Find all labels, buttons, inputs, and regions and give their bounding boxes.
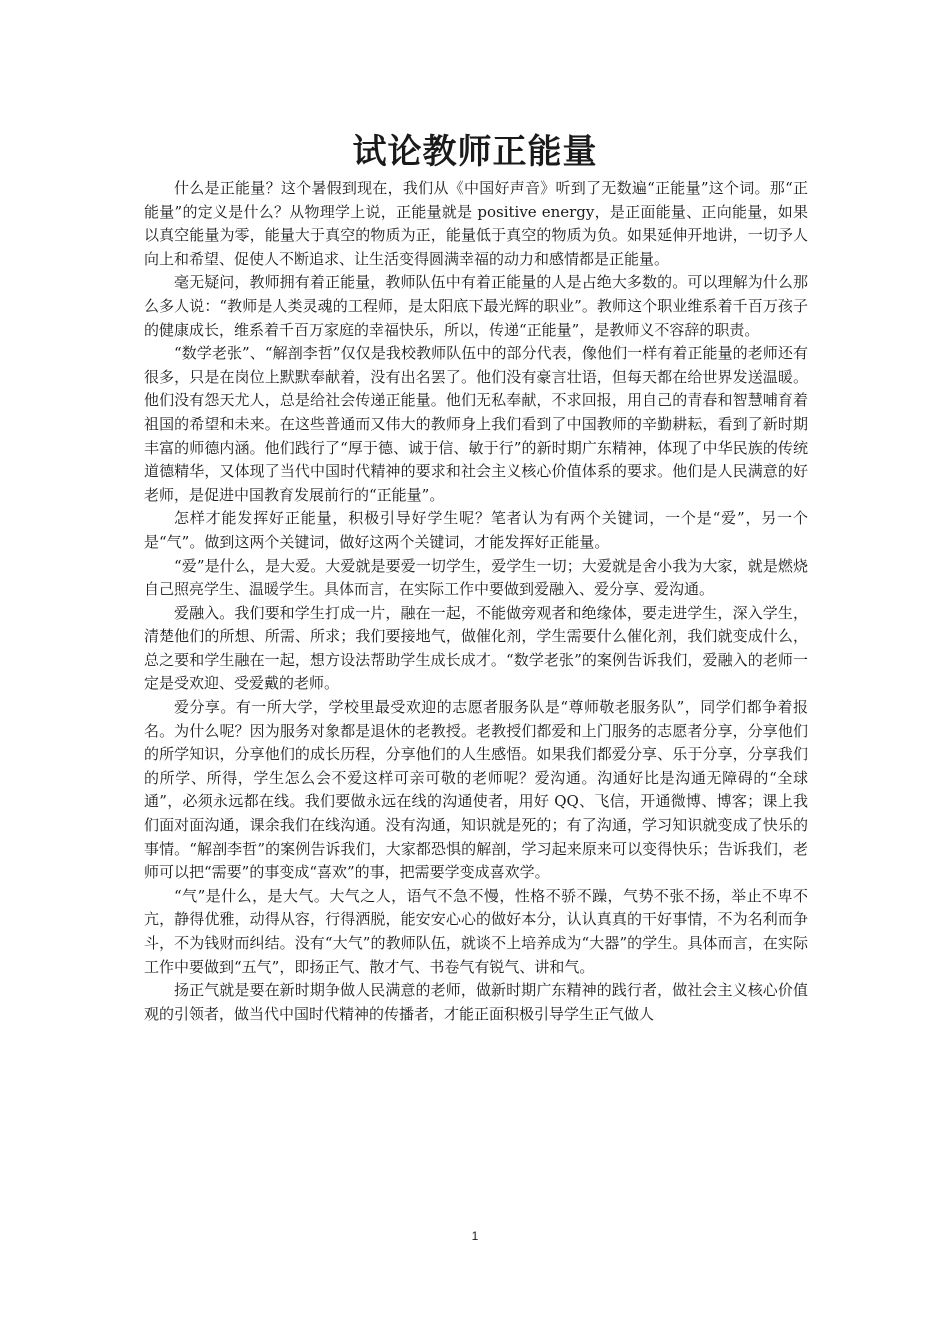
document-title: 试论教师正能量 <box>352 132 598 172</box>
paragraph: “气”是什么，是大气。大气之人，语气不急不慢，性格不骄不躁，气势不张不扬，举止不卑不亢，静得优雅，动得从容，行得洒脱，能安安心心的做好本分，认认真真的干好事情，不为名利而争斗，不为钱财而纠结。没有“大气”的教师队伍，就谈不上培养成为“大器”的学生。具体而言，在实际工作中要做到“五气”，即扬正气、散才气、书卷气有锐气、讲和气。 <box>144 886 808 976</box>
paragraph: “爱”是什么，是大爱。大爱就是要爱一切学生，爱学生一切；大爱就是舍小我为大家，就是燃烧自己照亮学生、温暖学生。具体而言，在实际工作中要做到爱融入、爱分享、爱沟通。 <box>144 556 808 599</box>
paragraph: 爱分享。有一所大学，学校里最受欢迎的志愿者服务队是“尊师敬老服务队”，同学们都争着报名。为什么呢？因为服务对象都是退休的老教授。老教授们都爱和上门服务的志愿者分享，分享他们的所学知识，分享他们的成长历程，分享他们的人生感悟。如果我们都爱分享、乐于分享，分享我们的所学、所得，学生怎么会不爱这样可亲可敬的老师呢？爱沟通。沟通好比是沟通无障碍的“全球通”，必须永远都在线。我们要做永远在线的沟通使者，用好 QQ、飞信，开通微博、博客；课上我们面对面沟通，课余我们在线沟通。没有沟通，知识就是死的；有了沟通，学习知识就变成了快乐的事情。“解剖李哲”的案例告诉我们，大家都恐惧的解剖，学习起来原来可以变得快乐；告诉我们，老师可以把“需要”的事变成“喜欢”的事，把需要学变成喜欢学。 <box>144 698 808 882</box>
paragraph: 什么是正能量？这个暑假到现在，我们从《中国好声音》听到了无数遍“正能量”这个词。那“正能量”的定义是什么？从物理学上说，正能量就是 positive energy，是正面能量、正向能量，如果以真空能量为零，能量大于真空的物质为正，能量低于真空的物质为负。如果延伸开地讲，一切予人向上和希望、促使人不断追求、让生活变得圆满幸福的动力和感情都是正能量。 <box>144 179 808 268</box>
paragraph: 怎样才能发挥好正能量，积极引导好学生呢？笔者认为有两个关键词，一个是“爱”，另一个是“气”。做到这两个关键词，做好这两个关键词，才能发挥好正能量。 <box>144 509 808 551</box>
document-body <box>144 177 808 1026</box>
paragraph: 爱融入。我们要和学生打成一片，融在一起，不能做旁观者和绝缘体，要走进学生，深入学生，清楚他们的所想、所需、所求；我们要接地气，做催化剂，学生需要什么催化剂，我们就变成什么，总之要和学生融在一起，想方设法帮助学生成长成才。“数学老张”的案例告诉我们，爱融入的老师一定是受欢迎、受爱戴的老师。 <box>144 603 808 693</box>
paragraph: 扬正气就是要在新时期争做人民满意的老师，做新时期广东精神的践行者，做社会主义核心价值观的引领者，做当代中国时代精神的传播者，才能正面积极引导学生正气做人 <box>144 981 808 1023</box>
paragraph: “数学老张”、“解剖李哲”仅仅是我校教师队伍中的部分代表，像他们一样有着正能量的老师还有很多，只是在岗位上默默奉献着，没有出名罢了。他们没有豪言壮语，但每天都在给世界发送温暖。他们没有怨天尤人，总是给社会传递正能量。他们无私奉献，不求回报，用自己的青春和智慧哺育着祖国的希望和未来。在这些普通而又伟大的教师身上我们看到了中国教师的辛勤耕耘，看到了新时期丰富的师德内涵。他们践行了“厚于德、诚于信、敏于行”的新时期广东精神，体现了中华民族的传统道德精华，又体现了当代中国时代精神的要求和社会主义核心价值体系的要求。他们是人民满意的好老师，是促进中国教育发展前行的“正能量”。 <box>144 344 808 504</box>
page-number: 1 <box>471 1229 479 1243</box>
paragraph: 毫无疑问，教师拥有着正能量，教师队伍中有着正能量的人是占绝大多数的。可以理解为什么那么多人说：“教师是人类灵魂的工程师，是太阳底下最光辉的职业”。教师这个职业维系着千百万孩子的健康成长，维系着千百万家庭的幸福快乐，所以，传递“正能量”，是教师义不容辞的职责。 <box>144 273 808 339</box>
